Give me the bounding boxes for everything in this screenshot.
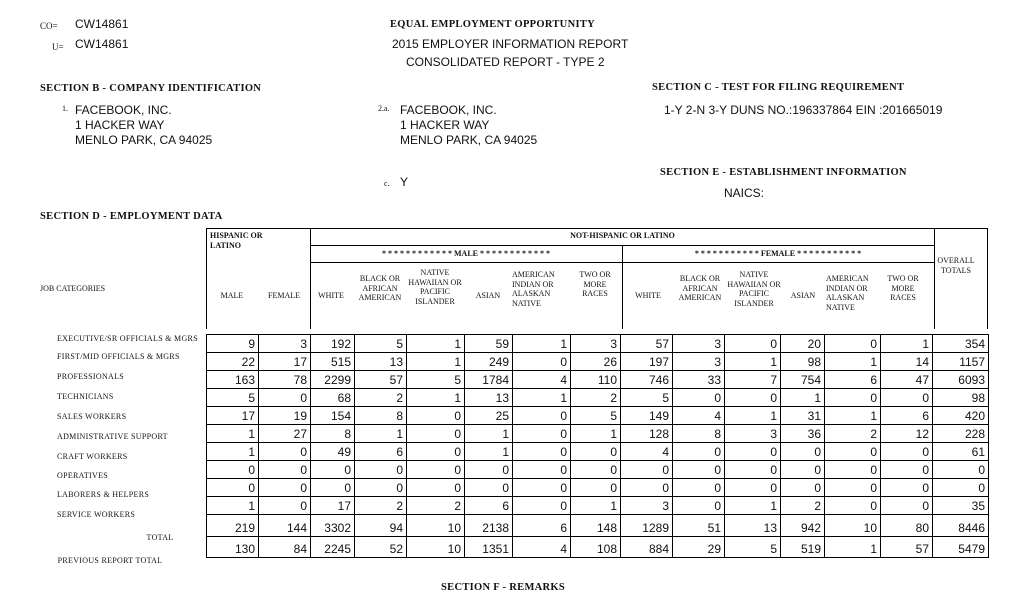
table-cell: 249 (465, 353, 513, 371)
table-cell: 0 (673, 443, 725, 461)
table-cell: 8 (355, 407, 407, 425)
col-header: WHITE (635, 291, 661, 300)
table-row (207, 371, 989, 389)
table-cell: 13 (725, 515, 781, 537)
table-cell: 192 (311, 335, 355, 353)
table-cell: 0 (825, 443, 881, 461)
table-cell: 33 (673, 371, 725, 389)
table-cell: 52 (355, 537, 407, 558)
table-cell: 754 (781, 371, 825, 389)
table-cell: 25 (465, 407, 513, 425)
col-header: BLACK OR AFRICAN AMERICAN (678, 274, 722, 302)
table-cell: 0 (825, 497, 881, 515)
row-label: SALES WORKERS (57, 412, 127, 421)
col-header: MALE (220, 291, 244, 300)
table-cell: 1 (571, 497, 621, 515)
table-cell: 17 (311, 497, 355, 515)
section-c-heading: SECTION C - TEST FOR FILING REQUIREMENT (652, 82, 905, 93)
table-cell: 3 (571, 335, 621, 353)
company-name: FACEBOOK, INC. (400, 103, 497, 117)
table-cell: 130 (207, 537, 259, 558)
table-cell: 0 (355, 461, 407, 479)
table-cell: 31 (781, 407, 825, 425)
previous-total-row (207, 537, 989, 558)
table-cell: 0 (673, 461, 725, 479)
naics-label: NAICS: (724, 186, 765, 200)
table-cell: 3 (725, 425, 781, 443)
table-cell: 0 (825, 389, 881, 407)
table-cell: 219 (207, 515, 259, 537)
table-cell: 0 (513, 479, 571, 497)
col-header: NATIVE HAWAIIAN OR PACIFIC ISLANDER (727, 270, 781, 308)
overall-total-cell: 1157 (933, 353, 989, 371)
row-label: FIRST/MID OFFICIALS & MGRS (57, 352, 180, 361)
overall-total-cell: 6093 (933, 371, 989, 389)
overall-total-cell: 354 (933, 335, 989, 353)
table-cell: 154 (311, 407, 355, 425)
row-label: CRAFT WORKERS (57, 452, 128, 461)
table-cell: 80 (881, 515, 933, 537)
section-b-heading: SECTION B - COMPANY IDENTIFICATION (40, 83, 262, 94)
table-cell: 0 (513, 407, 571, 425)
male-banner: * * * * * * * * * * * * MALE * * * * * * * * * * * * (382, 249, 550, 258)
table-cell: 1 (825, 353, 881, 371)
section-d-heading: SECTION D - EMPLOYMENT DATA (40, 211, 223, 222)
table-cell: 1 (407, 335, 465, 353)
item-2a-label: 2.a. (378, 104, 390, 113)
table-cell: 1 (881, 335, 933, 353)
table-cell: 1 (407, 389, 465, 407)
table-cell: 4 (621, 443, 673, 461)
overall-total-cell: 0 (933, 479, 989, 497)
table-cell: 0 (513, 425, 571, 443)
table-cell: 5 (207, 389, 259, 407)
table-cell: 1351 (465, 537, 513, 558)
table-cell: 0 (725, 443, 781, 461)
table-cell: 10 (407, 537, 465, 558)
table-cell: 0 (621, 461, 673, 479)
table-cell: 1 (781, 389, 825, 407)
col-header: ASIAN (475, 291, 501, 300)
overall-total-cell: 420 (933, 407, 989, 425)
table-cell: 84 (259, 537, 311, 558)
table-cell: 0 (825, 335, 881, 353)
table-cell: 0 (825, 461, 881, 479)
table-cell: 0 (259, 479, 311, 497)
overall-total-cell: 0 (933, 461, 989, 479)
table-cell: 5 (725, 537, 781, 558)
section-f-heading: SECTION F - REMARKS (441, 582, 566, 593)
table-cell: 0 (881, 497, 933, 515)
company-city: MENLO PARK, CA 94025 (75, 133, 213, 147)
table-cell: 12 (881, 425, 933, 443)
company-city: MENLO PARK, CA 94025 (400, 133, 538, 147)
table-cell: 19 (259, 407, 311, 425)
table-cell: 3 (673, 353, 725, 371)
table-cell: 27 (259, 425, 311, 443)
table-row (207, 353, 989, 371)
table-cell: 746 (621, 371, 673, 389)
table-cell: 149 (621, 407, 673, 425)
table-cell: 98 (781, 353, 825, 371)
table-cell: 6 (355, 443, 407, 461)
female-banner: * * * * * * * * * * * FEMALE * * * * * * * * * * * (694, 249, 862, 258)
table-cell: 0 (571, 443, 621, 461)
table-cell: 1784 (465, 371, 513, 389)
table-cell: 3 (621, 497, 673, 515)
table-cell: 0 (513, 443, 571, 461)
table-cell: 1 (207, 497, 259, 515)
table-row (207, 335, 989, 353)
not-hispanic-header: NOT-HISPANIC OR LATINO (570, 231, 675, 240)
table-cell: 8 (311, 425, 355, 443)
table-cell: 0 (513, 461, 571, 479)
table-cell: 0 (513, 353, 571, 371)
row-label: EXECUTIVE/SR OFFICIALS & MGRS (57, 334, 198, 343)
table-cell: 0 (259, 389, 311, 407)
overall-totals-header: OVERALL TOTALS (937, 256, 975, 275)
col-header: TWO OR MORE RACES (887, 274, 919, 302)
table-cell: 0 (881, 389, 933, 407)
overall-total-cell: 35 (933, 497, 989, 515)
table-cell: 1289 (621, 515, 673, 537)
table-cell: 148 (571, 515, 621, 537)
table-cell: 0 (781, 479, 825, 497)
table-cell: 5 (571, 407, 621, 425)
table-cell: 4 (673, 407, 725, 425)
table-cell: 108 (571, 537, 621, 558)
total-row (207, 515, 989, 537)
table-cell: 0 (673, 497, 725, 515)
overall-total-cell: 8446 (933, 515, 989, 537)
table-cell: 942 (781, 515, 825, 537)
table-cell: 0 (781, 443, 825, 461)
table-cell: 0 (407, 407, 465, 425)
table-cell: 0 (673, 389, 725, 407)
table-cell: 1 (571, 425, 621, 443)
filing-requirement-value: 1-Y 2-N 3-Y DUNS NO.:196337864 EIN :201665019 (664, 103, 943, 117)
table-cell: 17 (259, 353, 311, 371)
col-header: AMERICAN INDIAN OR ALASKAN NATIVE (826, 274, 869, 312)
col-header: BLACK OR AFRICAN AMERICAN (358, 274, 402, 302)
table-cell: 0 (513, 497, 571, 515)
table-cell: 2138 (465, 515, 513, 537)
table-cell: 0 (725, 389, 781, 407)
company-name: FACEBOOK, INC. (75, 103, 172, 117)
table-cell: 29 (673, 537, 725, 558)
table-cell: 6 (825, 371, 881, 389)
table-cell: 0 (781, 461, 825, 479)
table-cell: 0 (881, 443, 933, 461)
company-street: 1 HACKER WAY (400, 118, 490, 132)
co-label: CO= (40, 21, 58, 31)
hispanic-header: HISPANIC OR LATINO (210, 231, 263, 250)
table-cell: 0 (881, 461, 933, 479)
table-row (207, 389, 989, 407)
table-cell: 0 (621, 479, 673, 497)
table-cell: 4 (513, 371, 571, 389)
table-cell: 0 (407, 461, 465, 479)
table-cell: 0 (407, 425, 465, 443)
table-cell: 1 (355, 425, 407, 443)
col-header: AMERICAN INDIAN OR ALASKAN NATIVE (512, 270, 555, 308)
table-row (207, 407, 989, 425)
u-value: CW14861 (75, 37, 129, 51)
table-cell: 6 (465, 497, 513, 515)
table-cell: 110 (571, 371, 621, 389)
table-row (207, 461, 989, 479)
table-cell: 68 (311, 389, 355, 407)
table-cell: 8 (673, 425, 725, 443)
table-cell: 20 (781, 335, 825, 353)
table-cell: 4 (513, 537, 571, 558)
table-cell: 2245 (311, 537, 355, 558)
table-cell: 0 (355, 479, 407, 497)
report-title: EQUAL EMPLOYMENT OPPORTUNITY (390, 19, 596, 30)
table-cell: 0 (673, 479, 725, 497)
item-c-label: c. (384, 179, 390, 188)
table-cell: 0 (207, 461, 259, 479)
table-cell: 1 (725, 497, 781, 515)
table-cell: 2 (571, 389, 621, 407)
u-label: U= (52, 42, 64, 52)
table-cell: 884 (621, 537, 673, 558)
table-cell: 1 (513, 389, 571, 407)
table-cell: 6 (513, 515, 571, 537)
company-address-2a (400, 103, 537, 148)
table-cell: 0 (311, 479, 355, 497)
table-cell: 1 (465, 443, 513, 461)
row-label: PREVIOUS REPORT TOTAL (57, 556, 163, 565)
table-cell: 1 (465, 425, 513, 443)
table-cell: 0 (311, 461, 355, 479)
table-cell: 5 (355, 335, 407, 353)
table-cell: 0 (725, 335, 781, 353)
table-row (207, 443, 989, 461)
table-cell: 6 (881, 407, 933, 425)
table-cell: 26 (571, 353, 621, 371)
table-cell: 1 (207, 443, 259, 461)
company-address-1 (75, 103, 212, 148)
table-cell: 144 (259, 515, 311, 537)
table-cell: 2 (355, 497, 407, 515)
table-cell: 2 (781, 497, 825, 515)
table-cell: 0 (407, 479, 465, 497)
table-cell: 2 (407, 497, 465, 515)
table-cell: 197 (621, 353, 673, 371)
col-header: ASIAN (790, 291, 816, 300)
table-row (207, 425, 989, 443)
table-cell: 13 (465, 389, 513, 407)
table-cell: 51 (673, 515, 725, 537)
employment-table (206, 334, 989, 558)
item-c-value: Y (400, 175, 409, 189)
col-header: NATIVE HAWAIIAN OR PACIFIC ISLANDER (408, 268, 462, 306)
row-label: TOTAL (146, 533, 174, 542)
table-cell: 1 (825, 537, 881, 558)
table-cell: 0 (825, 479, 881, 497)
report-type: CONSOLIDATED REPORT - TYPE 2 (406, 55, 605, 69)
co-value: CW14861 (75, 17, 129, 31)
table-cell: 1 (725, 353, 781, 371)
table-cell: 3302 (311, 515, 355, 537)
table-cell: 49 (311, 443, 355, 461)
table-cell: 1 (407, 353, 465, 371)
table-cell: 5 (407, 371, 465, 389)
table-cell: 17 (207, 407, 259, 425)
table-cell: 519 (781, 537, 825, 558)
table-cell: 1 (725, 407, 781, 425)
table-cell: 0 (725, 479, 781, 497)
overall-total-cell: 228 (933, 425, 989, 443)
table-cell: 2299 (311, 371, 355, 389)
item-1-label: 1. (62, 104, 68, 113)
report-subtitle: 2015 EMPLOYER INFORMATION REPORT (392, 37, 629, 51)
table-cell: 515 (311, 353, 355, 371)
table-cell: 13 (355, 353, 407, 371)
table-cell: 5 (621, 389, 673, 407)
row-label: OPERATIVES (57, 471, 109, 480)
table-cell: 0 (259, 461, 311, 479)
row-label: TECHNICIANS (57, 392, 114, 401)
table-cell: 57 (621, 335, 673, 353)
table-cell: 163 (207, 371, 259, 389)
table-cell: 0 (571, 479, 621, 497)
table-row (207, 497, 989, 515)
table-cell: 10 (825, 515, 881, 537)
table-cell: 47 (881, 371, 933, 389)
table-cell: 0 (465, 479, 513, 497)
job-categories-header: JOB CATEGORIES (40, 284, 106, 293)
col-header: FEMALE (268, 291, 300, 300)
row-label: ADMINISTRATIVE SUPPORT (57, 432, 168, 441)
table-cell: 0 (725, 461, 781, 479)
table-cell: 9 (207, 335, 259, 353)
table-cell: 57 (881, 537, 933, 558)
col-header: WHITE (318, 291, 344, 300)
table-row (207, 479, 989, 497)
table-cell: 1 (513, 335, 571, 353)
table-cell: 2 (355, 389, 407, 407)
table-cell: 14 (881, 353, 933, 371)
table-cell: 0 (259, 497, 311, 515)
company-street: 1 HACKER WAY (75, 118, 165, 132)
table-cell: 128 (621, 425, 673, 443)
section-e-heading: SECTION E - ESTABLISHMENT INFORMATION (660, 167, 907, 178)
row-label: PROFESSIONALS (57, 372, 125, 381)
table-cell: 3 (673, 335, 725, 353)
table-cell: 0 (465, 461, 513, 479)
table-cell: 22 (207, 353, 259, 371)
table-cell: 0 (571, 461, 621, 479)
table-cell: 94 (355, 515, 407, 537)
table-cell: 1 (825, 407, 881, 425)
table-cell: 10 (407, 515, 465, 537)
table-cell: 59 (465, 335, 513, 353)
overall-total-cell: 98 (933, 389, 989, 407)
table-cell: 57 (355, 371, 407, 389)
table-cell: 0 (259, 443, 311, 461)
table-cell: 7 (725, 371, 781, 389)
table-cell: 2 (825, 425, 881, 443)
table-cell: 0 (881, 479, 933, 497)
table-cell: 3 (259, 335, 311, 353)
table-cell: 0 (207, 479, 259, 497)
row-label: LABORERS & HELPERS (57, 490, 150, 499)
table-cell: 78 (259, 371, 311, 389)
row-label: SERVICE WORKERS (57, 510, 136, 519)
table-cell: 36 (781, 425, 825, 443)
table-cell: 1 (207, 425, 259, 443)
col-header: TWO OR MORE RACES (579, 270, 611, 298)
table-cell: 0 (407, 443, 465, 461)
overall-total-cell: 5479 (933, 537, 989, 558)
overall-total-cell: 61 (933, 443, 989, 461)
